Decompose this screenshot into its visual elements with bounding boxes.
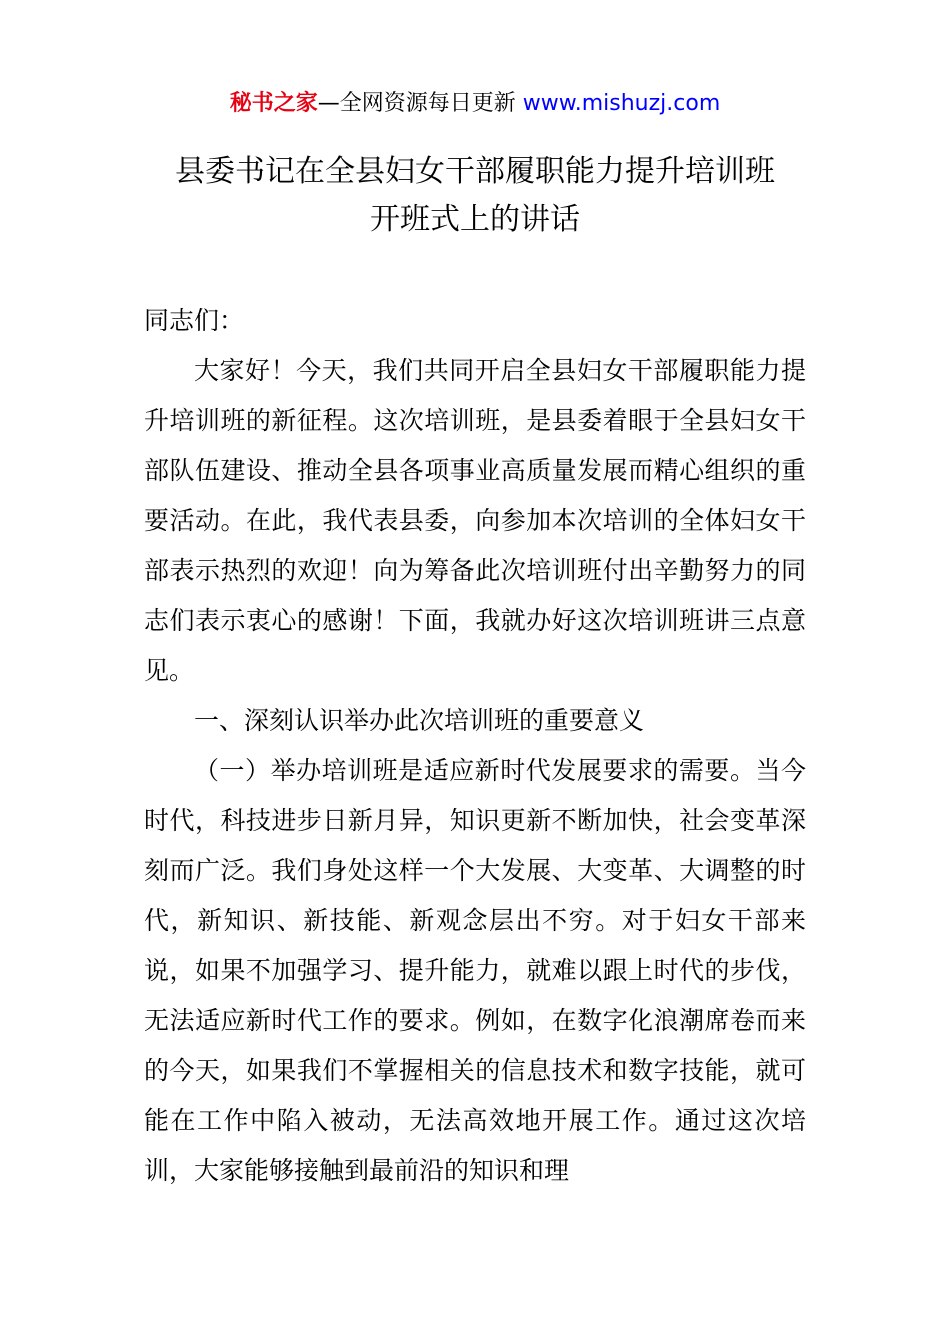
- site-brand: 秘书之家: [229, 91, 318, 116]
- document-body: [144, 296, 806, 1196]
- section-heading-1: 一、深刻认识举办此次培训班的重要意义: [194, 706, 645, 735]
- site-tagline: —全网资源每日更新: [317, 91, 516, 116]
- paragraph-opening: 大家好！今天，我们共同开启全县妇女干部履职能力提升培训班的新征程。这次培训班，是县委着眼于全县妇女干部队伍建设、推动全县各项事业高质量发展而精心组织的重要活动。在此，我代表县委，向参加本次培训的全体妇女干部表示热烈的欢迎！向为筹备此次培训班付出辛勤努力的同志们表示衷心的感谢！下面，我就办好这次培训班讲三点意见。: [144, 356, 806, 685]
- paragraph-point-1: （一）举办培训班是适应新时代发展要求的需要。当今时代，科技进步日新月异，知识更新不断加快，社会变革深刻而广泛。我们身处这样一个大发展、大变革、大调整的时代，新知识、新技能、新观念层出不穷。对于妇女干部来说，如果不加强学习、提升能力，就难以跟上时代的步伐，无法适应新时代工作的要求。例如，在数字化浪潮席卷而来的今天，如果我们不掌握相关的信息技术和数字技能，就可能在工作中陷入被动，无法高效地开展工作。通过这次培训，大家能够接触到最前沿的知识和理: [144, 756, 806, 1185]
- title-line-1: 县委书记在全县妇女干部履职能力提升培训班: [175, 154, 775, 189]
- salutation: 同志们：: [144, 306, 245, 335]
- document-title: [0, 148, 950, 244]
- title-line-2: 开班式上的讲话: [370, 202, 580, 237]
- site-header: [0, 86, 950, 122]
- site-url-link[interactable]: www.mishuzj.com: [522, 91, 721, 116]
